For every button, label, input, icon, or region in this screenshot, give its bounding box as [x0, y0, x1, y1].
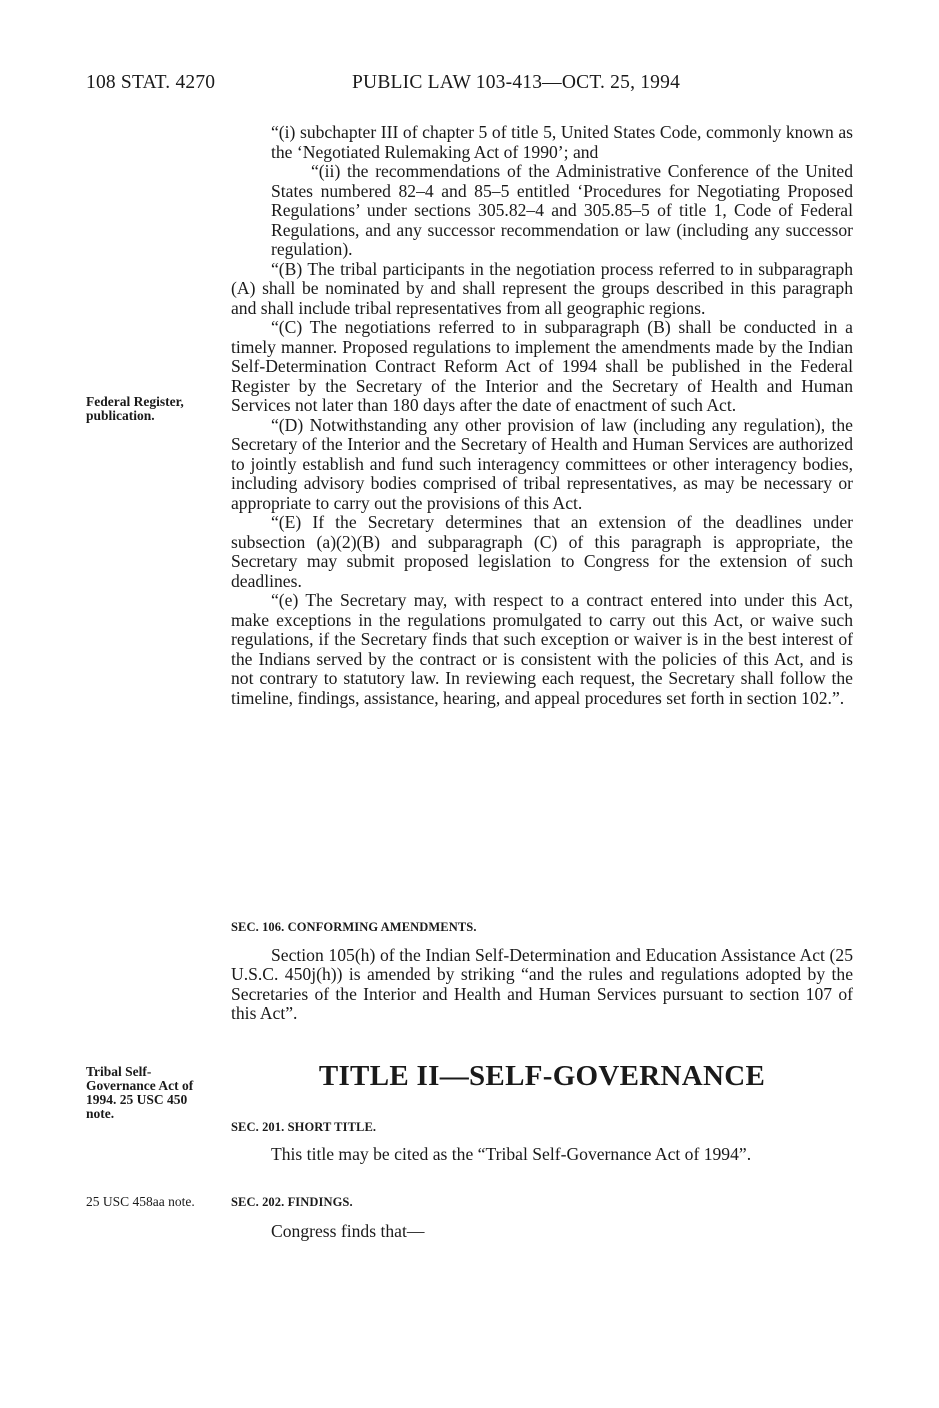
- main-text-column: [231, 123, 853, 708]
- sec-202-heading: SEC. 202. FINDINGS.: [231, 1195, 353, 1209]
- margin-note-tribal-act: Tribal Self-Governance Act of 1994. 25 USC 450 note.: [86, 1064, 194, 1121]
- subsection-e: “(e) The Secretary may, with respect to a contract entered into under this Act, make exceptions in the regulations promulgated to carry out this Act, or waive such regulations, if the Secretary finds that such exception or waiver is in the best interest of the Indians served by the contract or is consistent with the policies of this Act, and is not contrary to statutory law. In reviewing each request, the Secretary shall follow the timeline, findings, assistance, hearing, and appeal procedures set forth in section 102.”.: [231, 590, 853, 708]
- margin-note-usc-458aa: 25 USC 458aa note.: [86, 1194, 195, 1209]
- title-heading: TITLE II—SELF-GOVERNANCE: [318, 1060, 766, 1092]
- sec-106-text: Section 105(h) of the Indian Self-Determination and Education Assistance Act (25 U.S.C. 450j(h)) is amended by striking “and the rules and regulations adopted by the Secretaries of the Interior and Health and Human Services pursuant to section 107 of this Act”.: [231, 944, 853, 1023]
- section-106: [231, 918, 853, 1024]
- paragraph-b: “(B) The tribal participants in the negotiation process referred to in subparagraph (A) shall be nominated by and shall represent the groups described in this paragraph and shall include tribal representatives from all geographic regions.: [231, 258, 853, 318]
- sec-201-heading: SEC. 201. SHORT TITLE.: [231, 1120, 377, 1134]
- paragraph-e-upper: “(E) If the Secretary determines that an extension of the deadlines under subsection (a)(2)(B) and subparagraph (C) of this paragraph is appropriate, the Secretary may submit proposed legislation to Congress for the extension of such deadlines.: [231, 512, 853, 591]
- paragraph-d: “(D) Notwithstanding any other provision of law (including any regulation), the Secretary of the Interior and the Secretary of Health and Human Services are authorized to jointly establish and fund such interagency committees or other interagency bodies, including advisory bodies comprised of tribal representatives, as may be necessary or appropriate to carry out the provisions of this Act.: [231, 414, 853, 513]
- statute-page-number: 108 STAT. 4270: [86, 72, 216, 93]
- public-law-citation: PUBLIC LAW 103-413—OCT. 25, 1994: [352, 72, 681, 93]
- sec-202-text: Congress finds that—: [271, 1220, 425, 1241]
- section-202: [231, 1193, 853, 1241]
- sec-106-heading: SEC. 106. CONFORMING AMENDMENTS.: [231, 920, 477, 934]
- paragraph-c: “(C) The negotiations referred to in subparagraph (B) shall be conducted in a timely manner. Proposed regulations to implement the amendments made by the Indian Self-Determination Contract Reform Act of 1994 shall be published in the Federal Register by the Secretary of the Interior and the Secretary of Health and Human Services not later than 180 days after the date of enactment of such Act.: [231, 317, 853, 415]
- item-i: “(i) subchapter III of chapter 5 of title 5, United States Code, commonly known as the ‘Negotiated Rulemaking Act of 1990’; and: [271, 122, 853, 162]
- margin-note-federal-register: Federal Register, publication.: [86, 394, 184, 423]
- item-ii: “(ii) the recommendations of the Administrative Conference of the United States numbered 82–4 and 85–5 entitled ‘Procedures for Negotiating Proposed Regulations’ under sections 305.82–4 and 305.85–5 of title 1, Code of Federal Regulations, and any successor recommendation or law (including any successor regulation).: [271, 161, 853, 259]
- page-header: [0, 72, 939, 102]
- section-201: [231, 1118, 853, 1164]
- sec-201-text: This title may be cited as the “Tribal Self-Governance Act of 1994”.: [271, 1143, 752, 1164]
